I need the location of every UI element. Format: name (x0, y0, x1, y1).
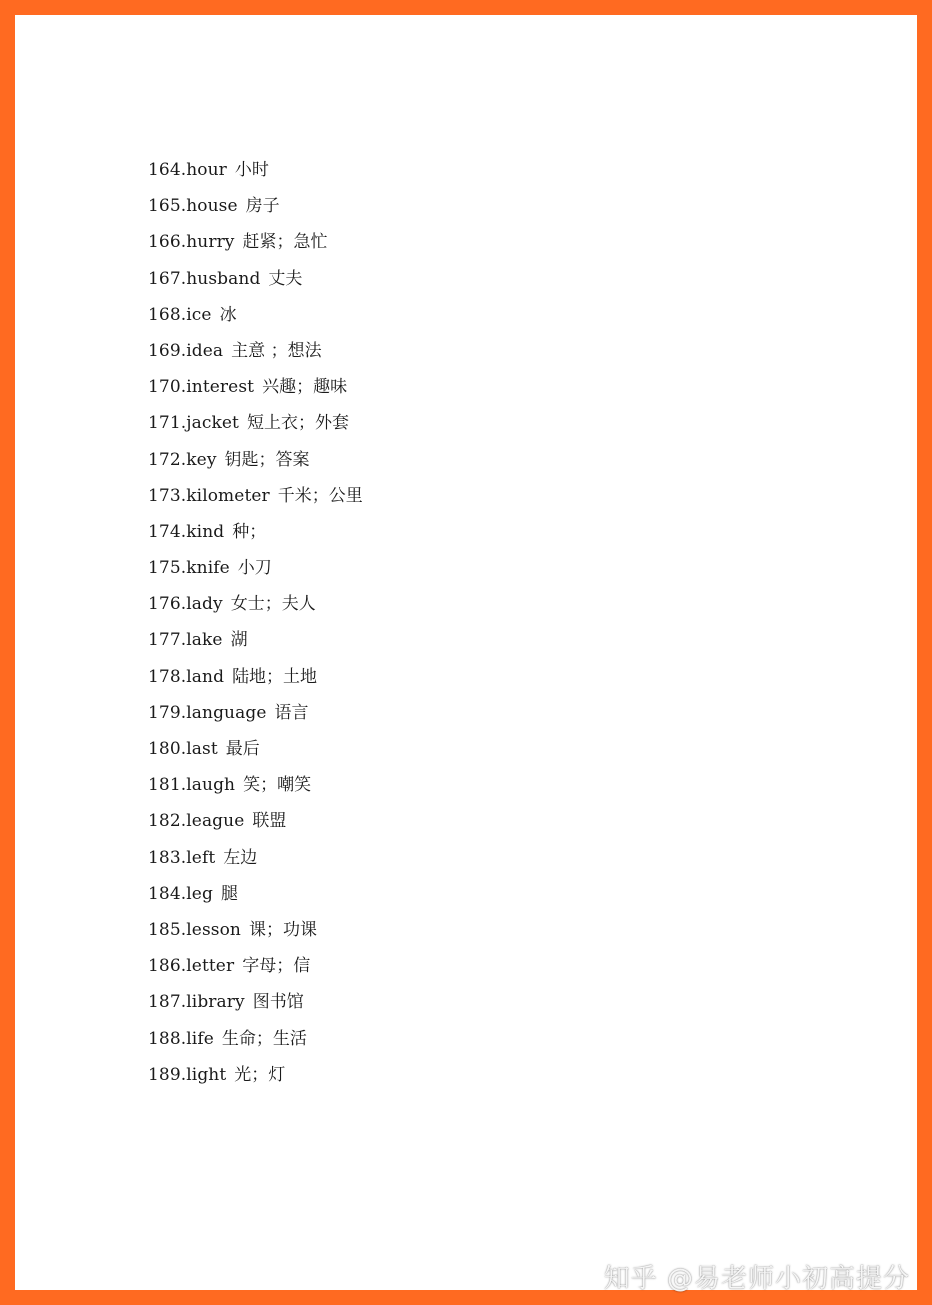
entry-meaning: 短上衣；外套 (246, 413, 349, 434)
entry-word: 182.league (148, 811, 245, 832)
entry-word: 166.hurry (148, 232, 235, 253)
list-item (148, 375, 363, 411)
entry-meaning: 主意 ；想法 (231, 340, 322, 361)
list-item (148, 1063, 363, 1099)
entry-meaning: 语言 (274, 702, 309, 723)
entry-meaning: 赶紧；急忙 (242, 232, 328, 253)
entry-word: 170.interest (148, 377, 255, 398)
entry-word: 181.laugh (148, 775, 236, 796)
entry-word: 168.ice (148, 304, 212, 325)
entry-word: 165.house (148, 196, 238, 217)
entry-meaning: 课；功课 (248, 919, 317, 940)
list-item (148, 339, 363, 375)
entry-word: 187.library (148, 992, 245, 1013)
entry-word: 167.husband (148, 268, 261, 289)
list-item (148, 809, 363, 845)
entry-meaning: 生命；生活 (221, 1028, 307, 1049)
entry-word: 179.language (148, 702, 267, 723)
list-item (148, 628, 363, 664)
vocabulary-list (148, 158, 363, 1099)
list-item (148, 230, 363, 266)
entry-word: 180.last (148, 739, 218, 759)
list-item (148, 194, 363, 230)
entry-meaning: 腿 (220, 883, 238, 904)
list-item (148, 954, 363, 990)
entry-word: 171.jacket (148, 413, 239, 434)
list-item (148, 520, 363, 556)
list-item (148, 484, 363, 520)
entry-meaning: 小时 (234, 160, 269, 180)
list-item (148, 990, 363, 1026)
list-item (148, 882, 363, 918)
list-item (148, 918, 363, 954)
entry-meaning: 千米；公里 (277, 485, 363, 506)
entry-meaning: 光；灯 (234, 1064, 286, 1085)
entry-meaning: 小刀 (237, 558, 272, 579)
entry-meaning: 丈夫 (268, 268, 303, 289)
entry-meaning: 冰 (219, 304, 237, 325)
entry-word: 183.left (148, 847, 216, 868)
entry-meaning: 房子 (245, 196, 280, 217)
list-item (148, 737, 363, 773)
entry-meaning: 左边 (223, 847, 258, 868)
entry-meaning: 最后 (225, 739, 260, 759)
list-item (148, 411, 363, 447)
entry-meaning: 兴趣；趣味 (262, 377, 348, 398)
entry-word: 184.leg (148, 883, 213, 904)
entry-meaning: 图书馆 (252, 992, 304, 1013)
list-item (148, 556, 363, 592)
entry-word: 175.knife (148, 558, 230, 579)
list-item (148, 1027, 363, 1063)
entry-word: 169.idea (148, 340, 224, 361)
entry-meaning: 笑；嘲笑 (243, 775, 312, 796)
list-item (148, 773, 363, 809)
list-item (148, 665, 363, 701)
entry-meaning: 种； (232, 521, 267, 542)
entry-meaning: 字母；信 (242, 956, 311, 977)
list-item (148, 267, 363, 303)
entry-word: 185.lesson (148, 919, 241, 940)
list-item (148, 303, 363, 339)
entry-word: 172.key (148, 449, 217, 470)
entry-word: 174.kind (148, 521, 225, 542)
entry-meaning: 湖 (230, 630, 248, 651)
entry-meaning: 陆地；土地 (232, 666, 318, 687)
entry-meaning: 联盟 (252, 811, 287, 832)
entry-word: 177.lake (148, 630, 223, 651)
entry-word: 189.light (148, 1064, 227, 1085)
entry-meaning: 钥匙；答案 (224, 449, 310, 470)
entry-word: 176.lady (148, 594, 223, 615)
list-item (148, 592, 363, 628)
watermark-text: 知乎 @易老师小初高提分 (603, 1264, 910, 1294)
entry-word: 186.letter (148, 956, 235, 977)
list-item (148, 701, 363, 737)
entry-word: 173.kilometer (148, 485, 270, 506)
entry-meaning: 女士；夫人 (230, 594, 316, 615)
document-page (15, 15, 917, 1290)
entry-word: 188.life (148, 1028, 214, 1049)
list-item (148, 158, 363, 194)
list-item (148, 846, 363, 882)
entry-word: 164.hour (148, 160, 227, 180)
entry-word: 178.land (148, 666, 225, 687)
list-item (148, 448, 363, 484)
